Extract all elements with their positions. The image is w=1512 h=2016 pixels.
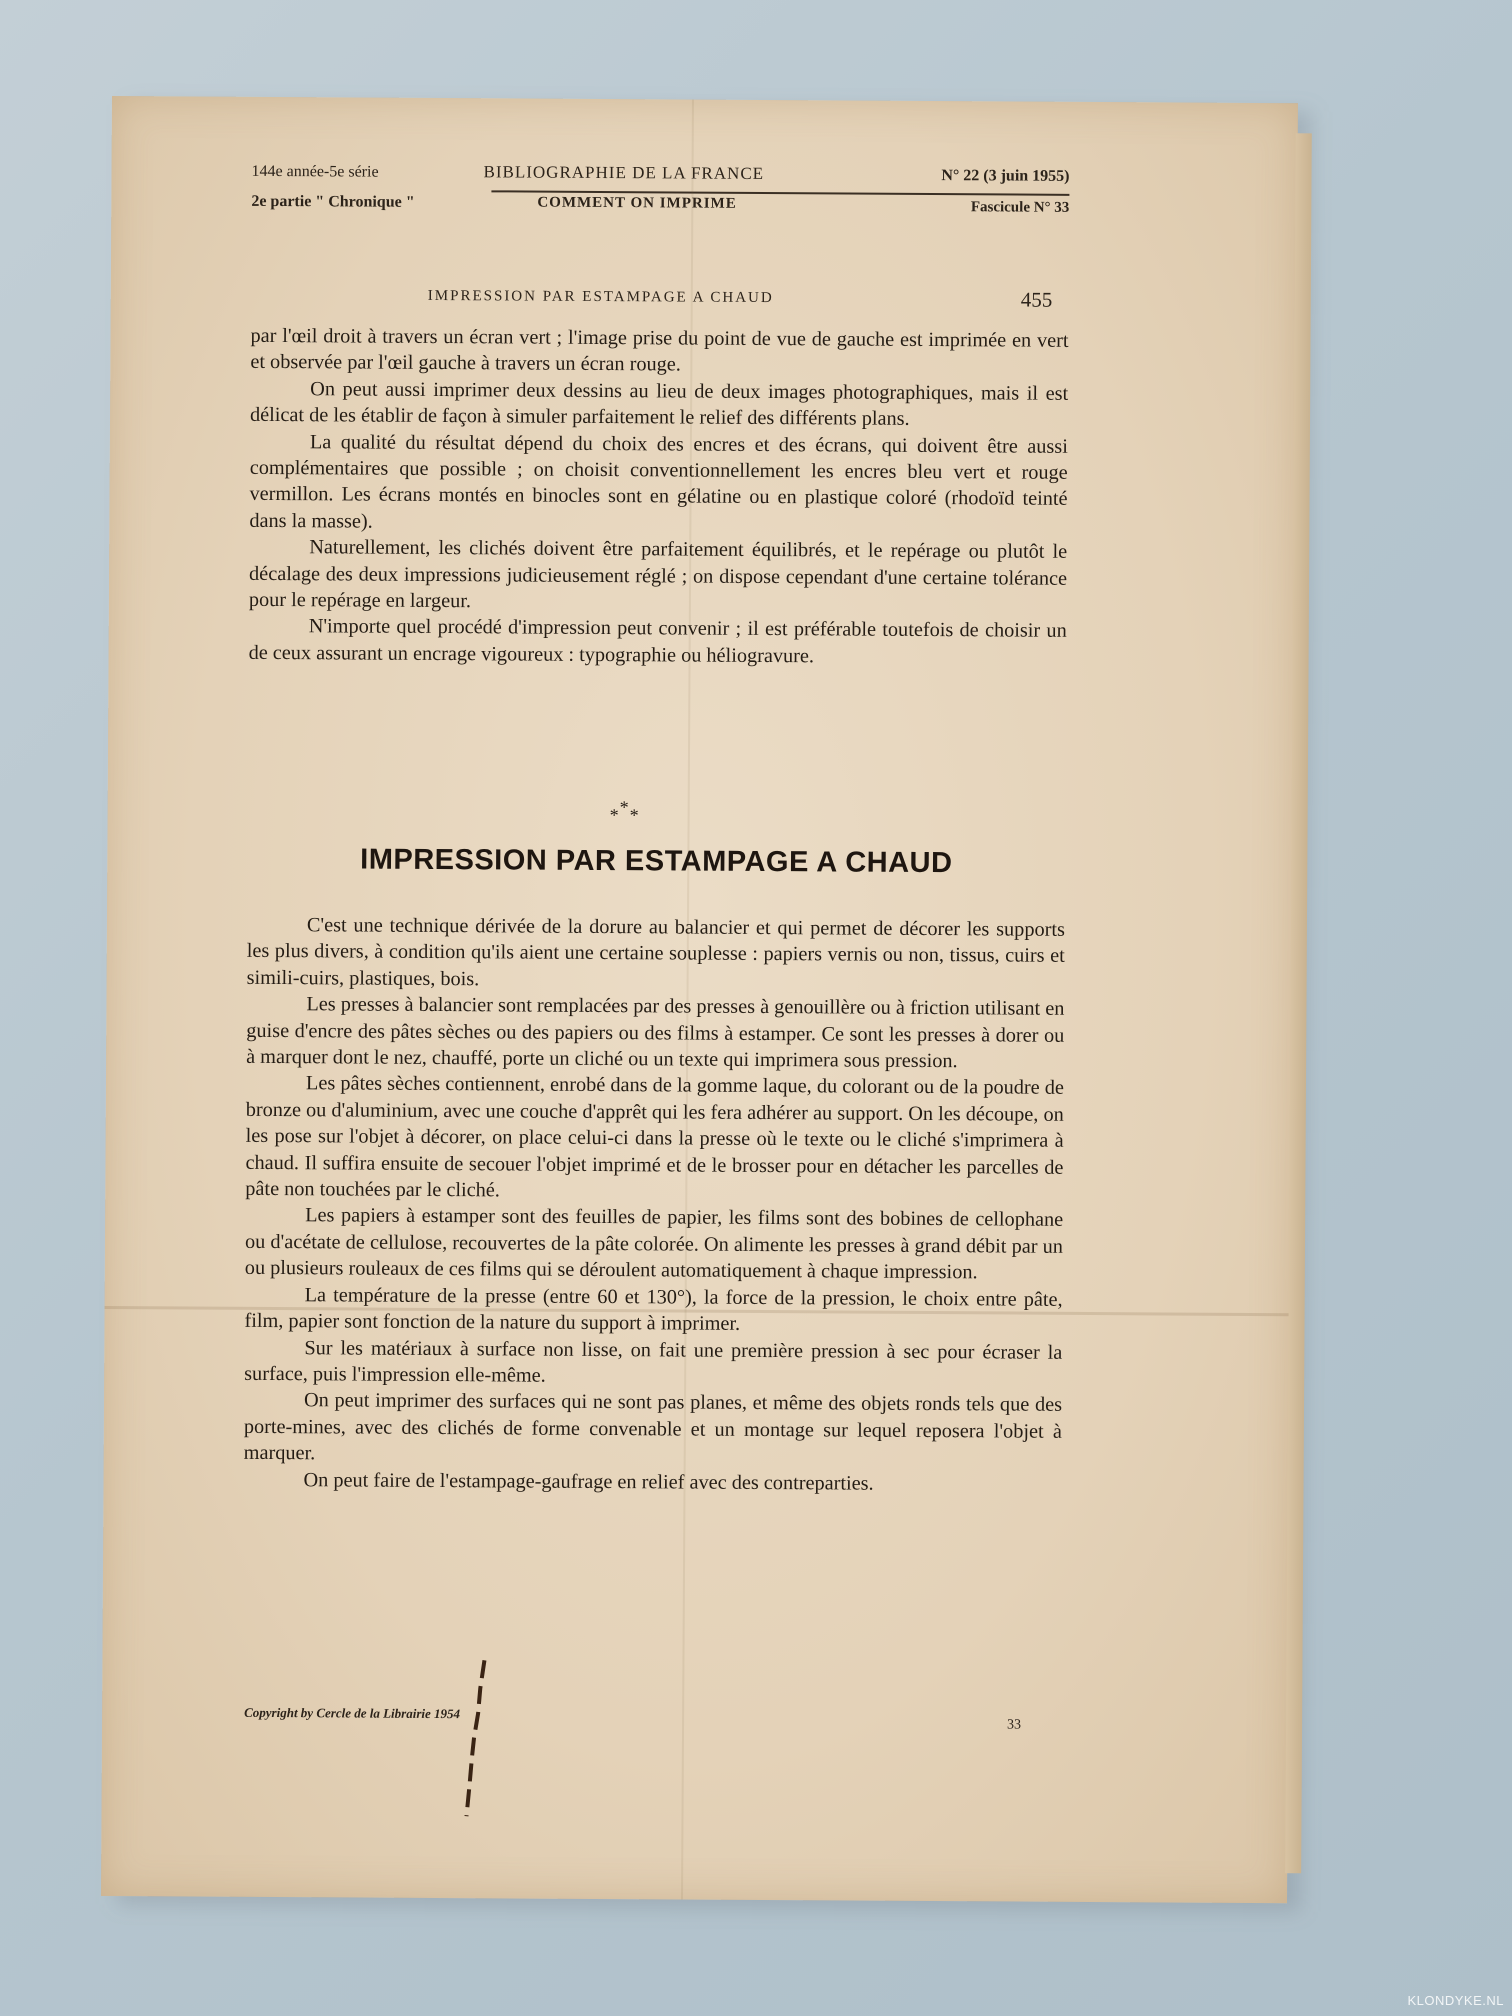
header-fascicule: Fascicule N° 33 xyxy=(970,199,1070,216)
header-section-title: COMMENT ON IMPRIME xyxy=(537,194,737,212)
journal-header xyxy=(251,155,1069,240)
paragraph: On peut aussi imprimer deux dessins au lieu de deux images photographiques, mais il est délicat de les établir de façon à simuler parfaitement le relief des différents plans. xyxy=(249,378,1069,431)
asterism-separator xyxy=(598,797,658,827)
asterism-star: * xyxy=(609,805,619,826)
paragraph: On peut imprimer des surfaces qui ne sont pas planes, et même des objets ronds tels que des porte-mines, avec des clichés de forme convenable et un montage sur lequel reposera l'objet à marquer. xyxy=(243,1389,1063,1465)
footer-copyright: Copyright by Cercle de la Librairie 1954 xyxy=(244,1704,461,1722)
text-block-after xyxy=(243,912,1065,1498)
footer-fascicule-number: 33 xyxy=(1007,1717,1022,1733)
header-year-series: 144e année-5e série xyxy=(251,162,379,181)
paragraph: Sur les matériaux à surface non lisse, on fait une première pression à sec pour écraser la surface, puis l'impression elle-même. xyxy=(244,1336,1063,1387)
paragraph: C'est une technique dérivée de la dorure au balancier et qui permet de décorer les supports les plus divers, à condition qu'ils aient une certaine souplesse : papiers vernis ou non, tissus, cuirs et simili-cuirs, plastiques, bois. xyxy=(246,914,1065,991)
asterism-star: * xyxy=(619,797,629,818)
paragraph: La qualité du résultat dépend du choix des encres et des écrans, qui doivent être aussi complémentaires que possible ; on choisit conventionnellement les encres bleu vert et rouge vermillon. Les écrans montés en binocles sont en gélatine ou en plastique coloré (rhodoïd teinté dans la masse). xyxy=(249,430,1068,533)
paragraph: Les presses à balancier sont remplacées par des presses à genouillère ou à friction utilisant en guise d'encre des pâtes sèches ou des papiers ou des films à estamper. Ce sont les presses à dorer ou à marquer dont le nez, chauffé, porte un cliché ou un texte qui imprimera sous pression. xyxy=(246,993,1065,1073)
header-row-top xyxy=(251,155,1069,194)
paper-tear-mark xyxy=(461,1658,492,1818)
asterism-star: * xyxy=(629,805,639,826)
paragraph: N'importe quel procédé d'impression peut convenir ; il est préférable toutefois de choisir un de ceux assurant un encrage vigoureux : typographie ou héliogravure. xyxy=(248,615,1067,668)
paragraph: Les papiers à estamper sont des feuilles de papier, les films sont des bobines de cellophane ou d'acétate de cellulose, recouvertes de la pâte colorée. On alimente les presses à grand débit par un ou plusieurs rouleaux de ces films qui se déroulent automatiquement à chaque impression. xyxy=(244,1204,1064,1284)
paragraph: Les pâtes sèches contiennent, enrobé dans de la gomme laque, du colorant ou de la poudre de bronze ou d'aluminium, avec une couche d'apprêt qui les fera adhérer au support. On les découpe, on les pose sur l'objet à décorer, on place celui-ci dans la presse où le texte ou le cliché s'imprimera à chaud. Il suffira ensuite de secouer l'objet imprimé et de le brosser pour en détacher les parcelles de pâte non touchées par le cliché. xyxy=(245,1072,1065,1202)
text-block-before xyxy=(249,323,1069,671)
paragraph: par l'œil droit à travers un écran vert ; l'image prise du point de vue de gauche est imprimée en vert et observée par l'œil gauche à travers un écran rouge. xyxy=(250,324,1069,376)
section-heading: IMPRESSION PAR ESTAMPAGE A CHAUD xyxy=(360,843,953,880)
paragraph: Naturellement, les clichés doivent être parfaitement équilibrés, et le repérage ou plutôt le décalage des deux impressions judicieusement réglé ; on dispose cependant d'une certaine tolérance pour le repérage en largeur. xyxy=(248,536,1068,613)
page-number: 455 xyxy=(1020,287,1053,312)
header-issue-number: N° 22 (3 juin 1955) xyxy=(941,167,1070,185)
document-page xyxy=(101,96,1298,1903)
paragraph: La température de la presse (entre 60 et 130°), la force de la pression, le choix entre pâte, film, papier sont fonction de la nature du support à imprimer. xyxy=(244,1283,1063,1335)
paragraph: On peut faire de l'estampage-gaufrage en relief avec des contreparties. xyxy=(303,1468,874,1495)
page-edge xyxy=(1285,133,1312,1873)
header-part: 2e partie " Chronique " xyxy=(251,192,415,211)
header-journal-title: BIBLIOGRAPHIE DE LA FRANCE xyxy=(483,162,765,183)
running-title: IMPRESSION PAR ESTAMPAGE A CHAUD xyxy=(427,287,774,307)
watermark-text: KLONDYKE.NL xyxy=(1407,1993,1504,2008)
header-row-bottom xyxy=(251,189,1069,228)
